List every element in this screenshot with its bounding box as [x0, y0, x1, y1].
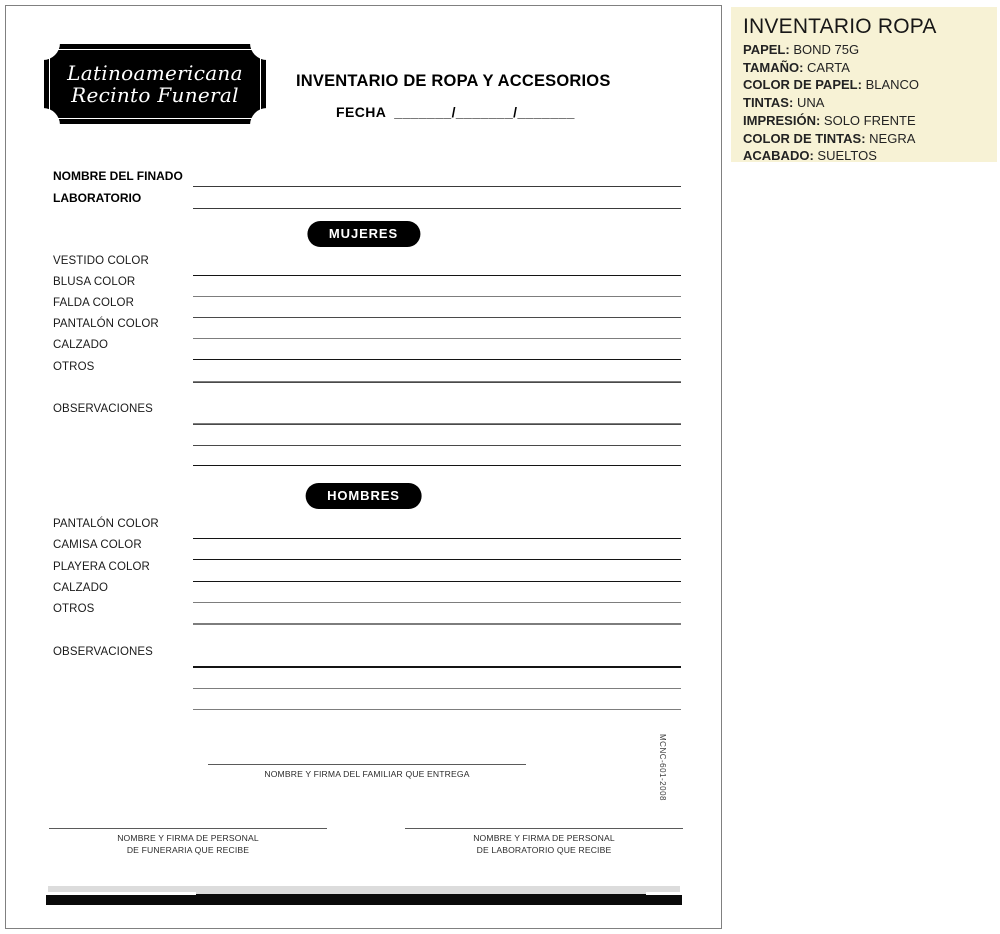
field-pantalon-color[interactable] [53, 318, 681, 339]
spec-row-papel [743, 41, 987, 59]
field-observaciones-hombres[interactable] [53, 646, 681, 667]
section-badge-hombres: HOMBRES [305, 483, 422, 509]
signature-block-laboratorio[interactable] [405, 828, 683, 856]
bar-gap-b [46, 905, 226, 909]
bar-band-black [46, 894, 682, 905]
spec-row-acabado [743, 147, 987, 165]
spec-value: SOLO FRENTE [823, 112, 916, 128]
field-vestido-color[interactable] [53, 255, 681, 276]
signature-caption [49, 833, 327, 856]
signature-caption-line-2: DE FUNERARIA QUE RECIBE [126, 844, 250, 855]
spec-key: IMPRESIÓN: [743, 112, 821, 128]
signature-line[interactable] [49, 828, 327, 829]
field-rule[interactable] [193, 445, 681, 446]
field-pantalon-color-hombres[interactable] [53, 518, 681, 539]
document-code: MCNC-601-2008 [658, 734, 667, 801]
field-otros[interactable] [53, 361, 681, 382]
signature-line[interactable] [405, 828, 683, 829]
field-playera-color[interactable] [53, 561, 681, 582]
signature-line[interactable] [208, 764, 526, 765]
signature-caption: NOMBRE Y FIRMA DEL FAMILIAR QUE ENTREGA [264, 769, 470, 779]
field-label: PANTALÓN COLOR [53, 318, 159, 330]
field-rule[interactable] [193, 688, 681, 689]
signature-block-familiar[interactable] [208, 764, 526, 781]
logo-line-1: Latinoamericana [67, 60, 243, 85]
spec-row-impresion [743, 112, 987, 130]
spec-key: COLOR DE PAPEL: [743, 77, 862, 93]
form-page [5, 5, 722, 929]
spec-title: INVENTARIO ROPA [743, 15, 937, 38]
spec-value: BLANCO [865, 77, 920, 93]
field-blusa-color[interactable] [53, 276, 681, 297]
field-camisa-color[interactable] [53, 539, 681, 560]
section-badge-mujeres: MUJERES [307, 221, 420, 247]
spec-value: UNA [796, 95, 825, 111]
spec-value: CARTA [807, 59, 850, 75]
field-calzado[interactable] [53, 339, 681, 360]
field-rule[interactable] [193, 559, 681, 560]
field-falda-color[interactable] [53, 297, 681, 318]
field-label: BLUSA COLOR [53, 276, 136, 288]
bar-gap-d [646, 892, 682, 895]
signature-caption-line-1: NOMBRE Y FIRMA DE PERSONAL [117, 833, 259, 843]
logo-line-2: Recinto Funeral [71, 83, 239, 107]
company-logo [44, 44, 266, 124]
spec-row-color-de-tintas [743, 130, 987, 148]
signature-block-funeraria[interactable] [49, 828, 327, 856]
bottom-decorative-bar [46, 886, 682, 910]
signature-caption-line-2: DE LABORATORIO QUE RECIBE [476, 844, 612, 855]
field-label: OTROS [53, 361, 95, 373]
field-label: CALZADO [53, 582, 109, 594]
field-label: NOMBRE DEL FINADO [53, 169, 183, 183]
spec-row-color-de-papel [743, 76, 987, 94]
field-label: OBSERVACIONES [53, 403, 153, 415]
field-label: OTROS [53, 603, 95, 615]
spec-key: ACABADO: [743, 148, 814, 164]
spec-key: TINTAS: [743, 95, 794, 111]
spec-key: TAMAÑO: [743, 59, 804, 75]
field-rule[interactable] [193, 667, 681, 668]
field-rule[interactable] [193, 359, 681, 360]
field-rule[interactable] [193, 465, 681, 466]
bar-gap-a [46, 892, 196, 895]
field-label: FALDA COLOR [53, 297, 134, 309]
bar-gap-c [441, 905, 551, 909]
field-calzado-hombres[interactable] [53, 582, 681, 603]
spec-value: NEGRA [869, 130, 916, 146]
field-observaciones-mujeres[interactable] [53, 403, 681, 424]
field-rule[interactable] [193, 624, 681, 625]
field-label: LABORATORIO [53, 191, 142, 205]
field-label: PANTALÓN COLOR [53, 518, 159, 530]
signature-caption-line-1: NOMBRE Y FIRMA DE PERSONAL [473, 833, 615, 843]
field-rule[interactable] [193, 709, 681, 710]
spec-key: PAPEL: [743, 42, 790, 58]
field-label: VESTIDO COLOR [53, 255, 149, 267]
spec-value: SUELTOS [817, 148, 877, 164]
field-label: OBSERVACIONES [53, 646, 153, 658]
spec-key: COLOR DE TINTAS: [743, 130, 866, 146]
logo-text [44, 44, 266, 124]
page-title: INVENTARIO DE ROPA Y ACCESORIOS [296, 72, 611, 90]
print-spec-panel [731, 7, 997, 162]
field-label: CALZADO [53, 339, 109, 351]
signature-caption [405, 833, 683, 856]
field-rule[interactable] [193, 382, 681, 383]
field-rule[interactable] [193, 424, 681, 425]
field-rule[interactable] [193, 186, 681, 187]
field-otros-hombres[interactable] [53, 603, 681, 624]
date-field-label: FECHA _______/_______/_______ [336, 104, 575, 120]
spec-row-tamano [743, 59, 987, 77]
spec-row-tintas [743, 94, 987, 112]
field-rule[interactable] [193, 208, 681, 209]
field-nombre-del-finado[interactable] [53, 169, 681, 187]
field-laboratorio[interactable] [53, 191, 681, 209]
spec-value: BOND 75G [793, 42, 860, 58]
field-label: PLAYERA COLOR [53, 561, 150, 573]
field-label: CAMISA COLOR [53, 539, 142, 551]
